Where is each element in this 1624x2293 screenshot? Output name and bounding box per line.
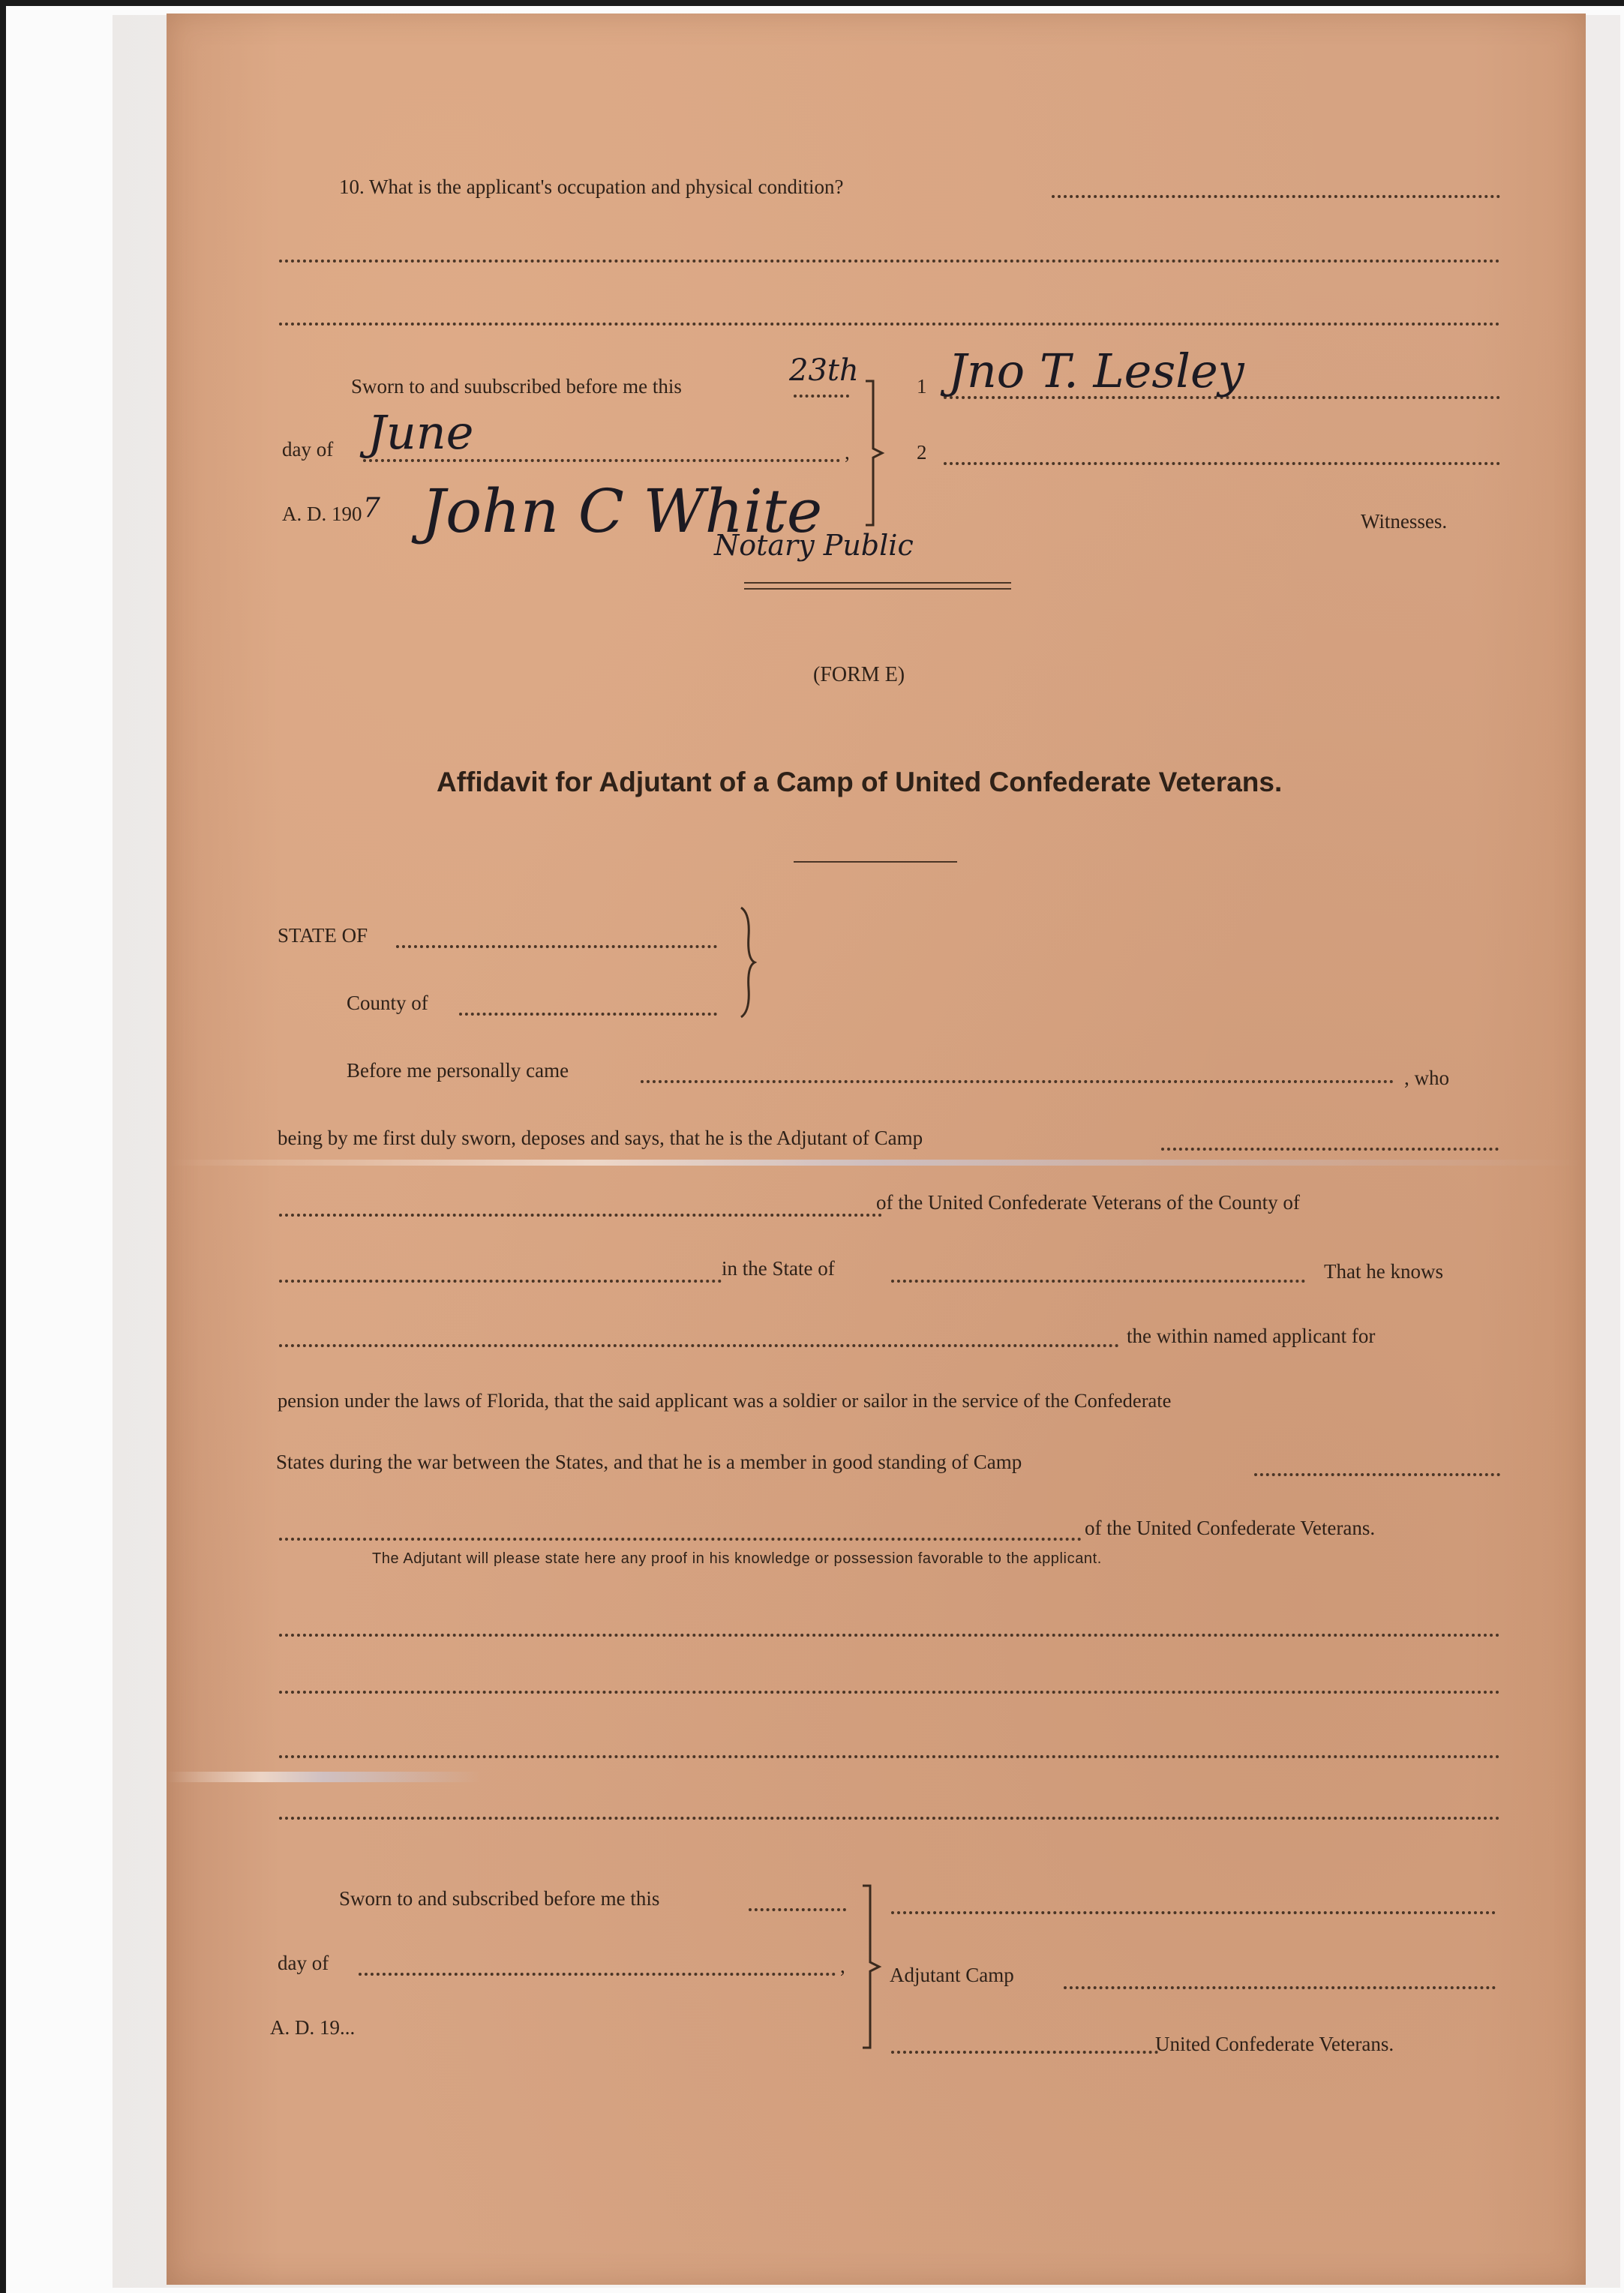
plastic-reflection-2 bbox=[167, 1772, 482, 1782]
form-label: (FORM E) bbox=[813, 663, 905, 686]
county-of-line bbox=[459, 1013, 717, 1016]
camp-name-line bbox=[1161, 1148, 1499, 1151]
answer-line-2 bbox=[279, 260, 1500, 263]
bottom-ucv-label: United Confederate Veterans. bbox=[1155, 2033, 1394, 2055]
top-day-of-label: day of bbox=[282, 438, 334, 461]
ucv-county-text: of the United Confederate Veterans of the County of bbox=[876, 1191, 1300, 1214]
top-brace bbox=[864, 380, 887, 527]
bottom-day-of-comma: , bbox=[840, 1955, 845, 1977]
camp-name-line-2 bbox=[279, 1214, 882, 1217]
applicant-known-line bbox=[279, 1344, 1119, 1347]
adjutant-note: The Adjutant will please state here any proof in his knowledge or possession favorable to the applicant. bbox=[372, 1550, 1102, 1567]
ucv-camp-line bbox=[891, 2051, 1158, 2054]
top-ad-label: A. D. 190 bbox=[282, 503, 362, 525]
member-camp-line-2 bbox=[279, 1538, 1082, 1541]
top-day-of-comma: , bbox=[845, 441, 850, 464]
state-of-label: STATE OF bbox=[278, 924, 368, 947]
witnesses-label: Witnesses. bbox=[1361, 510, 1448, 533]
question-10-text: 10. What is the applicant's occupation and physical condition? bbox=[339, 176, 844, 198]
pension-florida-text: pension under the laws of Florida, that the said applicant was a soldier or sailor in the service of the Confederate bbox=[278, 1389, 1172, 1412]
plastic-reflection-1 bbox=[167, 1160, 1586, 1166]
before-me-text: Before me personally came bbox=[347, 1059, 569, 1082]
county-line bbox=[279, 1280, 722, 1283]
form-title: Affidavit for Adjutant of a Camp of United Confederate Veterans. bbox=[437, 767, 1283, 797]
state-county-brace bbox=[738, 906, 761, 1019]
witness-2-line bbox=[944, 462, 1500, 465]
question-10-answer-line bbox=[1052, 195, 1500, 198]
title-underline bbox=[794, 861, 957, 863]
applicant-name-line bbox=[641, 1080, 1394, 1083]
top-sworn-day-handwritten: 23th bbox=[789, 353, 859, 388]
bottom-day-of-label: day of bbox=[278, 1952, 329, 1974]
proof-line-1 bbox=[279, 1634, 1500, 1637]
adjutant-camp-label: Adjutant Camp bbox=[890, 1964, 1014, 1986]
within-named-text: the within named applicant for bbox=[1127, 1325, 1376, 1347]
separator-rule-top bbox=[744, 582, 1011, 584]
bottom-sworn-text: Sworn to and subscribed before me this bbox=[339, 1887, 660, 1910]
notary-title-handwritten: Notary Public bbox=[714, 529, 914, 562]
county-of-label: County of bbox=[347, 992, 428, 1014]
state-line bbox=[891, 1280, 1305, 1283]
in-state-of-text: in the State of bbox=[722, 1257, 835, 1280]
adjutant-camp-line bbox=[1064, 1986, 1496, 1989]
separator-rule-bottom bbox=[744, 588, 1011, 590]
witness-2-number: 2 bbox=[917, 441, 927, 464]
state-of-line bbox=[396, 945, 717, 948]
bottom-sworn-day-line bbox=[749, 1908, 846, 1911]
who-text: , who bbox=[1404, 1067, 1449, 1089]
scanner-edge-left bbox=[0, 0, 6, 2293]
witness-1-signature: Jno T. Lesley bbox=[948, 344, 1244, 398]
member-camp-line bbox=[1254, 1473, 1500, 1476]
proof-line-3 bbox=[279, 1755, 1500, 1758]
notary-signature: John C White bbox=[422, 476, 823, 546]
top-day-of-handwritten: June bbox=[368, 405, 474, 460]
that-he-knows-text: That he knows bbox=[1324, 1260, 1443, 1283]
top-sworn-text: Sworn to and suubscribed before me this bbox=[351, 375, 682, 398]
document-page bbox=[167, 14, 1586, 2285]
bottom-brace bbox=[861, 1884, 884, 2049]
bottom-day-of-line bbox=[359, 1973, 836, 1976]
witness-1-number: 1 bbox=[917, 375, 927, 398]
ucv-end-text: of the United Confederate Veterans. bbox=[1085, 1517, 1376, 1539]
top-sworn-day-line bbox=[794, 395, 849, 398]
answer-line-3 bbox=[279, 323, 1500, 326]
proof-line-2 bbox=[279, 1691, 1500, 1694]
scanner-edge-top bbox=[0, 0, 1624, 6]
proof-line-4 bbox=[279, 1817, 1500, 1820]
sworn-deposes-text: being by me first duly sworn, deposes and says, that he is the Adjutant of Camp bbox=[278, 1127, 923, 1149]
adjutant-signature-line bbox=[891, 1911, 1496, 1914]
bottom-ad-label: A. D. 19... bbox=[270, 2016, 356, 2039]
top-ad-year-handwritten: 7 bbox=[363, 493, 380, 524]
states-during-war-text: States during the war between the States, and that he is a member in good standing of Camp bbox=[276, 1451, 1022, 1473]
